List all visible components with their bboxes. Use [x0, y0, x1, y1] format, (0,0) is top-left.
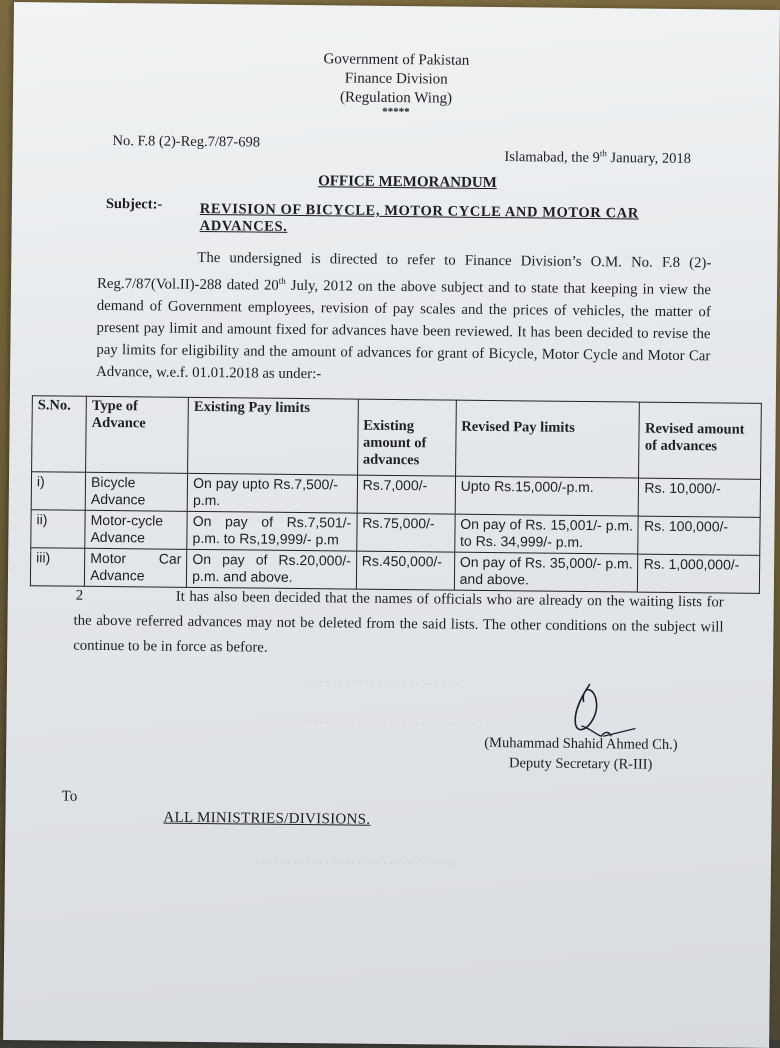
table-header-row [32, 396, 762, 480]
cell-revised-amount: Rs. 10,000/- [639, 478, 761, 517]
bleed-through-text: · · · · · · · · · · · · · · · · · · · · · · · · · · · · · · · · [254, 856, 458, 871]
header-sno: S.No. [32, 396, 87, 473]
cell-existing-pay: On pay of Rs.7,501/- p.m. to Rs,19,999/- p.m [187, 511, 357, 551]
cell-sno: iii) [30, 548, 85, 587]
to-label: To [61, 788, 78, 805]
paragraph-2-number: 2 [75, 587, 84, 604]
cell-existing-pay: On pay upto Rs.7,500/- p.m. [187, 473, 357, 513]
header-division: Finance Division [344, 70, 448, 88]
subject-text: REVISION OF BICYCLE, MOTOR CYCLE AND MOTOR CAR ADVANCES. [199, 200, 639, 235]
header-existing-pay: Existing Pay limits [188, 397, 358, 475]
paragraph-1: The undersigned is directed to refer to Finance Division’s O.M. No. F.8 (2)-Reg.7/87(Vol.II)-288 dated 20th July, 2012 on the above subject and to state that keeping in view the demand of Government employees, revision of pay scales and the prices of vehicles, the matter of present pay limit and amount fixed for advances have been reviewed. It has been decided to revise the pay limits for eligibility and the amount of advances for grant of Bicycle, Motor Cycle and Motor Car Advance, w.e.f. 01.01.2018 as under:- [96, 249, 712, 383]
cell-type: Motor Car Advance [84, 548, 186, 587]
bleed-through-text: · · · · · · · · · · · · · · · · · · · · · · · · · · · · · · · [306, 717, 503, 732]
cell-sno: i) [31, 472, 86, 511]
header-revised-pay: Revised Pay limits [455, 400, 640, 478]
signatory-designation: Deputy Secretary (R-III) [508, 755, 653, 773]
header-wing: (Regulation Wing) [339, 89, 453, 107]
cell-revised-pay: On pay of Rs. 15,001/- p.m. to Rs. 34,999/- p.m. [454, 514, 638, 554]
cell-revised-pay: Upto Rs.15,000/-p.m. [455, 476, 639, 516]
advances-table [30, 395, 762, 594]
to-recipients: ALL MINISTRIES/DIVISIONS. [163, 809, 371, 828]
memo-title: OFFICE MEMORANDUM [318, 173, 497, 192]
header-type: Type of Advance [86, 396, 189, 473]
cell-sno: ii) [31, 510, 86, 549]
header-government: Government of Pakistan [323, 51, 470, 69]
cell-revised-amount: Rs. 1,000,000/- [638, 554, 760, 593]
header-stars: ***** [382, 105, 410, 119]
cell-existing-amount: Rs.450,000/- [356, 551, 454, 590]
subject-label: Subject:- [105, 195, 163, 213]
cell-revised-amount: Rs. 100,000/- [638, 516, 760, 555]
memorandum-page [3, 2, 780, 1048]
header-revised-amount: Revised amount of advances [639, 402, 761, 479]
file-number: No. F.8 (2)-Reg.7/87-698 [112, 133, 261, 151]
memo-date: Islamabad, the 9th January, 2018 [504, 148, 691, 167]
bleed-through-text: · · · · · · · · · · · · · · · · · · · · · · · · [306, 677, 459, 691]
cell-type: Bicycle Advance [85, 472, 187, 511]
cell-existing-amount: Rs.7,000/- [357, 475, 455, 514]
header-existing-amount: Existing amount of advances [357, 399, 456, 476]
cell-existing-pay: On pay of Rs.20,000/- p.m. and above. [187, 549, 357, 589]
signatory-name: (Muhammad Shahid Ahmed Ch.) [484, 734, 678, 753]
paragraph-2: It has also been decided that the names of officials who are already on the waiting lists for the above referred advances may not be deleted from the said lists. The other conditions on the subject will continue to be in force as before. [73, 588, 724, 656]
cell-revised-pay: On pay of Rs. 35,000/- p.m. and above. [454, 552, 638, 592]
cell-existing-amount: Rs.75,000/- [356, 513, 454, 552]
cell-type: Motor-cycle Advance [85, 510, 187, 549]
